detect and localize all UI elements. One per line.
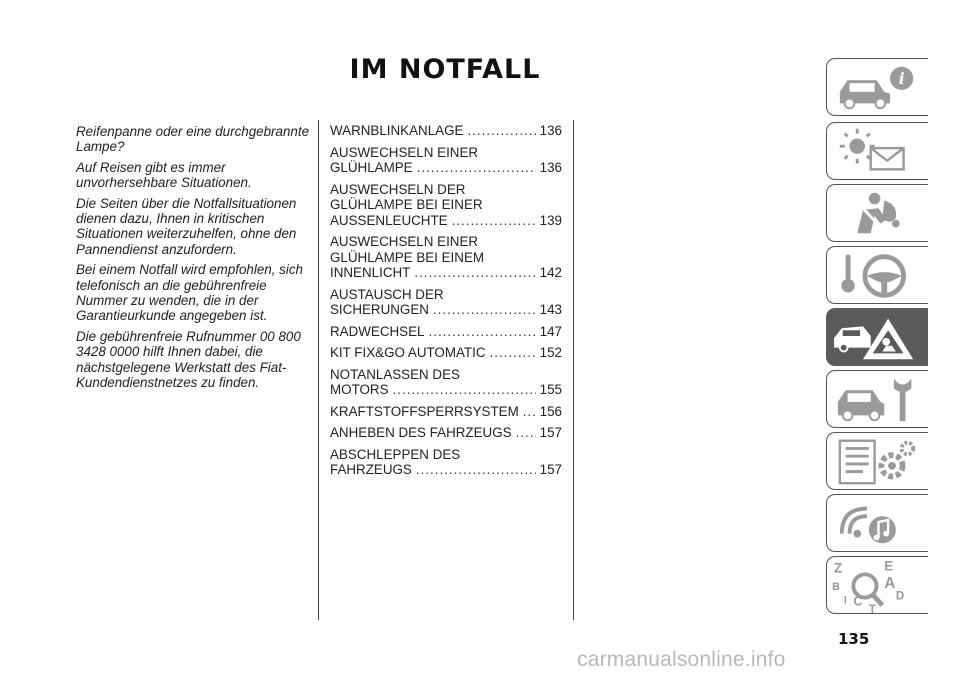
toc-entry[interactable] bbox=[330, 287, 562, 318]
toc-entry-label: MOTORS bbox=[330, 382, 389, 397]
toc-entry-heading: AUSWECHSELN DER bbox=[330, 181, 466, 197]
toc-entry-heading: AUSWECHSELN EINER bbox=[330, 144, 479, 160]
toc-entry-heading: AUSWECHSELN EINER bbox=[330, 234, 479, 249]
toc-leader-dots bbox=[516, 425, 536, 441]
starting-driving-icon bbox=[827, 247, 928, 303]
chapter-tab-starting-driving[interactable] bbox=[826, 246, 928, 304]
index-letter: A bbox=[884, 574, 896, 592]
toc-leader-dots bbox=[393, 382, 536, 398]
toc-page-number: 142 bbox=[539, 265, 562, 280]
page-title: IM NOTFALL bbox=[349, 54, 541, 85]
toc-entry[interactable] bbox=[330, 345, 562, 361]
chapter-tab-maintenance[interactable] bbox=[826, 370, 928, 428]
chapter-tab-index[interactable] bbox=[826, 556, 928, 614]
chapter-tab-car-info[interactable] bbox=[826, 58, 928, 116]
index-letter: D bbox=[895, 590, 905, 603]
toc-entry-label: FAHRZEUGS bbox=[330, 462, 412, 477]
chapter-tabs bbox=[826, 0, 960, 683]
watermark: carmanualsonline.info bbox=[577, 648, 786, 671]
chapter-tab-emergency[interactable] bbox=[826, 308, 928, 366]
index-letter: I bbox=[843, 594, 847, 607]
toc-page-number: 143 bbox=[539, 302, 562, 317]
index-icon bbox=[827, 557, 928, 613]
toc-leader-dots bbox=[429, 324, 536, 340]
column-divider bbox=[573, 120, 574, 620]
toc-page-number: 136 bbox=[539, 123, 562, 138]
toc-entry[interactable] bbox=[330, 145, 562, 176]
toc-entry-heading: AUSTAUSCH DER bbox=[330, 286, 444, 302]
index-letter: Z bbox=[834, 560, 843, 576]
intro-paragraph: Reifenpanne oder eine durchgebrannte Lampe? bbox=[76, 124, 310, 155]
multimedia-icon bbox=[827, 495, 928, 551]
intro-paragraph: Auf Reisen gibt es immer unvorhersehbare Situationen. bbox=[76, 159, 252, 191]
toc-entry-label: RADWECHSEL bbox=[330, 323, 425, 339]
toc-entry-label: KRAFTSTOFFSPERRSYSTEM bbox=[330, 403, 519, 419]
toc-page-number: 156 bbox=[539, 403, 562, 419]
toc-page-number: 136 bbox=[539, 160, 562, 175]
toc-entry-label: SICHERUNGEN bbox=[330, 302, 429, 317]
toc-page-number: 147 bbox=[539, 323, 562, 339]
toc-entry-label: KIT FIX&GO AUTOMATIC bbox=[330, 345, 486, 360]
toc-leader-dots bbox=[452, 213, 536, 229]
table-of-contents bbox=[330, 123, 562, 484]
toc-leader-dots bbox=[417, 160, 536, 176]
toc-leader-dots bbox=[433, 302, 536, 318]
toc-entry-label: AUSSENLEUCHTE bbox=[330, 212, 448, 228]
toc-entry[interactable] bbox=[330, 182, 562, 229]
toc-entry-heading: ABSCHLEPPEN DES bbox=[330, 446, 461, 462]
emergency-icon bbox=[827, 309, 928, 365]
intro-paragraph: Bei einem Notfall wird empfohlen, sich telefonisch an die gebührenfreie Nummer zu wenden, die in der Garantieurkunde angegeben ist. bbox=[76, 262, 304, 324]
toc-entry-heading: GLÜHLAMPE BEI EINEM bbox=[330, 249, 485, 265]
intro-paragraph: Die gebührenfreie Rufnummer 00 800 3428 0000 hilft Ihnen dabei, die nächstgelegene Werkstatt des Fiat-Kundendienstnetzes zu finden. bbox=[76, 328, 301, 391]
toc-page-number: 157 bbox=[539, 425, 562, 440]
toc-entry-heading: NOTANLASSEN DES bbox=[330, 366, 460, 382]
toc-entry[interactable] bbox=[330, 447, 562, 478]
toc-page-number: 139 bbox=[539, 212, 562, 228]
toc-entry[interactable] bbox=[330, 234, 562, 281]
index-letter: B bbox=[832, 580, 840, 593]
toc-page-number: 152 bbox=[539, 345, 562, 360]
index-letter: E bbox=[884, 558, 894, 574]
maintenance-icon bbox=[827, 371, 928, 427]
toc-leader-dots bbox=[523, 404, 536, 420]
toc-entry[interactable] bbox=[330, 404, 562, 420]
warning-lights-message-icon bbox=[827, 123, 928, 179]
safety-airbag-icon bbox=[827, 185, 928, 241]
toc-entry-label: GLÜHLAMPE bbox=[330, 160, 413, 175]
intro-paragraph: Die Seiten über die Notfallsituationen dienen dazu, Ihnen in kritischen Situationen weiterzuhelfen, ohne den Pannendienst anzufordern. bbox=[76, 195, 297, 257]
toc-leader-dots bbox=[467, 123, 535, 139]
intro-text bbox=[76, 124, 312, 396]
toc-entry-label: WARNBLINKANLAGE bbox=[330, 123, 464, 138]
car-info-icon bbox=[827, 59, 928, 115]
toc-entry[interactable] bbox=[330, 324, 562, 340]
toc-leader-dots bbox=[414, 265, 535, 281]
chapter-tab-safety[interactable] bbox=[826, 184, 928, 242]
chapter-tab-warning-lights[interactable] bbox=[826, 122, 928, 180]
chapter-tab-multimedia[interactable] bbox=[826, 494, 928, 552]
toc-page-number: 157 bbox=[539, 462, 562, 477]
toc-page-number: 155 bbox=[539, 382, 562, 397]
page-number: 135 bbox=[838, 630, 870, 648]
toc-entry[interactable] bbox=[330, 367, 562, 398]
column-divider bbox=[318, 120, 319, 620]
index-letter: C bbox=[853, 594, 863, 609]
toc-entry[interactable] bbox=[330, 425, 562, 441]
toc-entry-heading: GLÜHLAMPE BEI EINER bbox=[330, 197, 483, 212]
toc-entry[interactable] bbox=[330, 123, 562, 139]
index-letter: T bbox=[868, 604, 876, 613]
toc-entry-label: ANHEBEN DES FAHRZEUGS bbox=[330, 425, 512, 440]
toc-entry-label: INNENLICHT bbox=[330, 265, 411, 280]
svg-text:i: i bbox=[898, 70, 905, 89]
chapter-tab-technical-data[interactable] bbox=[826, 432, 928, 490]
toc-leader-dots bbox=[416, 462, 536, 478]
technical-data-icon bbox=[827, 433, 928, 489]
toc-leader-dots bbox=[490, 345, 536, 361]
